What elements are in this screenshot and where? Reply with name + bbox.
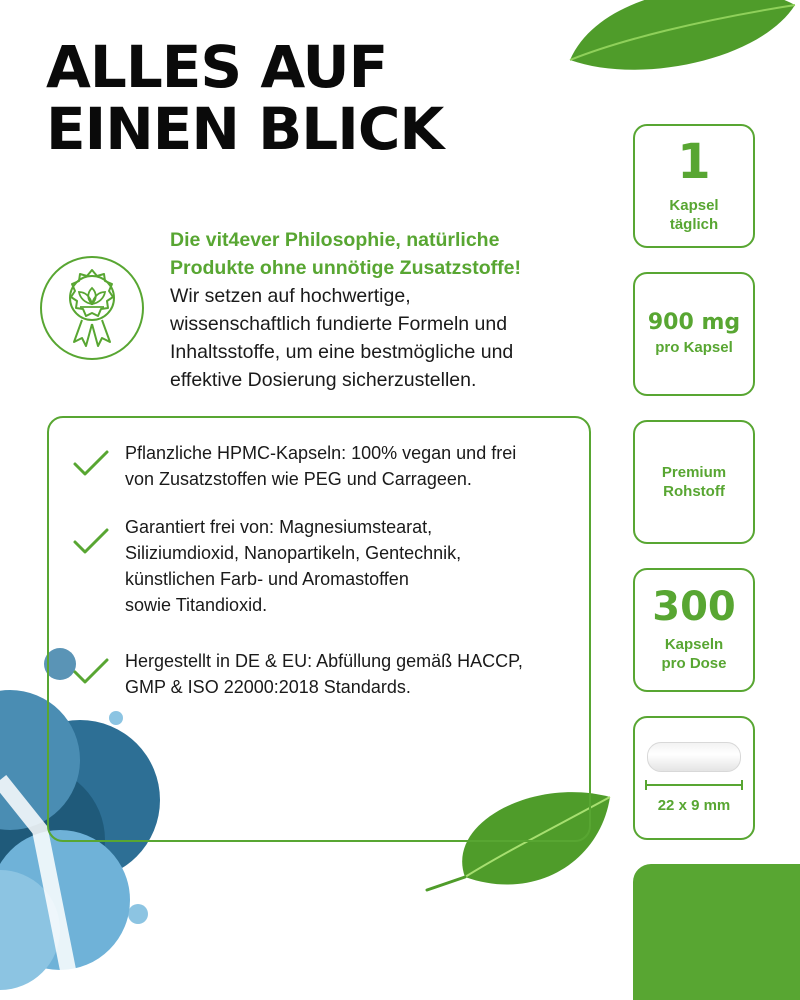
headline-line: ALLES AUF (46, 33, 388, 101)
stat-card-amount (633, 272, 755, 396)
page-headline (46, 33, 444, 163)
intro-section (170, 226, 600, 394)
intro-body-line: Inhaltsstoffe, um eine bestmögliche und (170, 341, 514, 363)
features-box (47, 416, 591, 842)
feature-line: künstlichen Farb- und Aromastoffen (125, 569, 409, 589)
intro-title-line: Die vit4ever Philosophie, natürliche (170, 229, 500, 251)
feature-line: Pflanzliche HPMC-Kapseln: 100% vegan und frei (125, 443, 517, 463)
stat-card-dosage (633, 124, 755, 248)
feature-line: von Zusatzstoffen wie PEG und Carrageen. (125, 469, 472, 489)
feature-line: Garantiert frei von: Magnesiumstearat, (125, 517, 433, 537)
checkmark-icon (71, 526, 111, 556)
intro-body-line: effektive Dosierung sicherzustellen. (170, 369, 477, 391)
stat-label: Kapsel (669, 197, 719, 214)
top-leaf-icon (560, 0, 800, 70)
intro-body-line: wissenschaftlich fundierte Formeln und (170, 313, 508, 335)
quality-seal-icon (38, 254, 146, 362)
feature-line: sowie Titandioxid. (125, 595, 268, 615)
stat-card-quality (633, 420, 755, 544)
stat-label: pro Dose (661, 655, 727, 672)
feature-line: Siliziumdioxid, Nanopartikeln, Gentechnik, (125, 543, 462, 563)
stat-label: pro Kapsel (655, 338, 733, 356)
stat-value: 1 (677, 134, 711, 190)
intro-title-line: Produkte ohne unnötige Zusatzstoffe! (170, 257, 521, 279)
green-accent-block (633, 864, 800, 1000)
capsule-icon (647, 742, 741, 772)
stat-label: Rohstoff (663, 483, 725, 500)
feature-line: Hergestellt in DE & EU: Abfüllung gemäß HACCP, (125, 651, 523, 671)
feature-item (125, 648, 565, 700)
stat-label: 22 x 9 mm (657, 796, 731, 814)
dimension-line-icon (644, 778, 744, 792)
feature-item (125, 440, 565, 492)
stat-value: 900 mg (647, 309, 741, 335)
stat-label: täglich (669, 216, 719, 233)
intro-body-line: Wir setzen auf hochwertige, (170, 285, 411, 307)
stat-card-count (633, 568, 755, 692)
headline-line: EINEN BLICK (46, 95, 444, 163)
stat-value: 300 (652, 584, 736, 630)
stat-card-size (633, 716, 755, 840)
stat-label: Kapseln (664, 636, 724, 653)
checkmark-icon (71, 656, 111, 686)
feature-item (125, 514, 565, 618)
checkmark-icon (71, 448, 111, 478)
stat-label: Premium (661, 464, 727, 481)
feature-line: GMP & ISO 22000:2018 Standards. (125, 677, 411, 697)
